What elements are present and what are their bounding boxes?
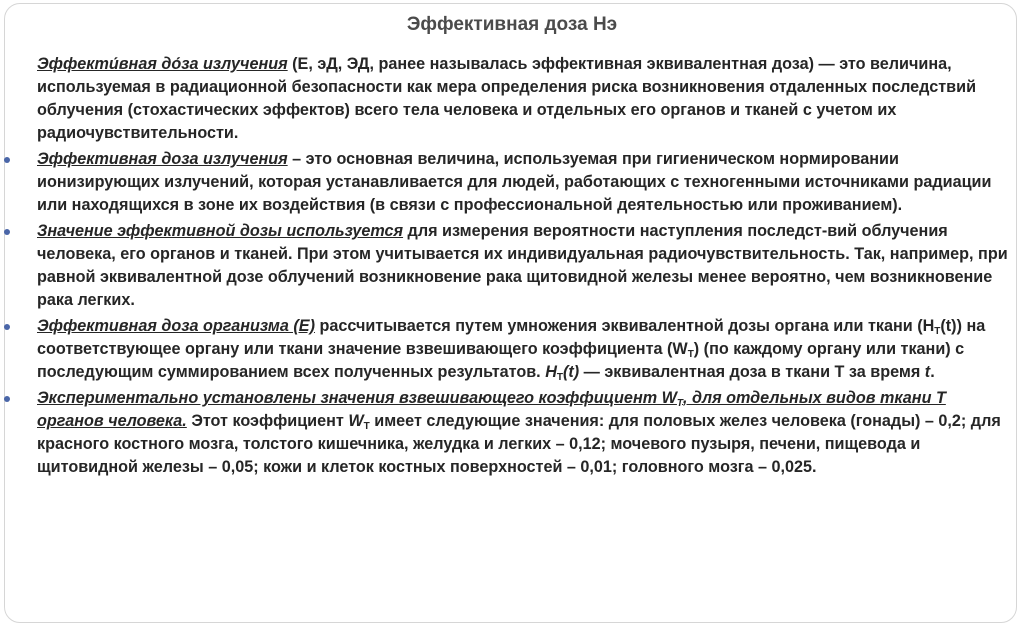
subscript: T bbox=[363, 421, 370, 432]
paragraph-text: рассчитывается путем умножения эквивалентной дозы органа или ткани (H bbox=[319, 317, 935, 335]
paragraph-text: ) (по каждому органу или ткани) с последующим суммированием всех полученных результатов. bbox=[37, 340, 965, 381]
term: Эффективная доза излучения bbox=[37, 150, 288, 168]
subscript: T bbox=[676, 398, 683, 409]
subscript: T bbox=[687, 349, 694, 360]
term: Значение эффективной дозы используется bbox=[37, 222, 404, 240]
formula-symbol bbox=[545, 363, 579, 381]
bullet-item-usage bbox=[37, 220, 1012, 312]
formula-arg: (t) bbox=[563, 363, 580, 381]
paragraph-text: для измерения вероятности наступления последст-вий облучения человека, его органов и тканей. При этом учитывается их индивидуальная радиочувствительность. Так, например, при равной эквивалентной дозе облучений возникновение рака щитовидной железы менее вероятно, чем возникновение рака легких. bbox=[37, 222, 1008, 309]
paragraph-text: — эквивалентная доза в ткани Т за время bbox=[583, 363, 921, 381]
bullet-icon bbox=[4, 229, 10, 235]
bullet-icon bbox=[4, 157, 10, 163]
formula-var: t bbox=[924, 363, 931, 381]
paragraph-text: Этот коэффициент bbox=[191, 412, 344, 430]
paragraph-definition bbox=[37, 53, 1012, 145]
slide-content bbox=[37, 53, 1012, 479]
subscript: T bbox=[934, 326, 941, 337]
term-text: Экспериментально установлены значения взвешивающего коэффициент W bbox=[37, 389, 677, 407]
formula-var: H bbox=[545, 363, 557, 381]
subscript: T bbox=[556, 372, 563, 383]
paragraph-text: (t)) на соответствующее органу или ткани значение взвешивающего коэффициента (W bbox=[37, 317, 986, 358]
slide-title: Эффективная доза Нэ bbox=[406, 14, 618, 35]
formula-var: W bbox=[348, 412, 364, 430]
term: Эффективная доза организма (Е) bbox=[37, 317, 315, 335]
bullet-item-coefficients bbox=[37, 387, 1012, 479]
bullet-item-hygienic bbox=[37, 148, 1012, 217]
paragraph-text: (Е, эД, ЭД, ранее называлась эффективная эквивалентная доза) — это величина, используемая в радиационной безопасности как мера определения риска возникновения отдаленных последствий облучения (стохастических эффектов) всего тела человека и отдельных его органов и тканей с учетом их радиочувствительности. bbox=[37, 55, 977, 142]
paragraph-text: имеет следующие значения: для половых желез человека (гонады) – 0,2; для красного костного мозга, толстого кишечника, желудка и легких – 0,12; мочевого пузыря, печени, пищевода и щитовидной железы – 0,05; кожи и клеток костных поверхностей – 0,01; головного мозга – 0,025. bbox=[37, 412, 1001, 476]
paragraph-text: . bbox=[930, 363, 935, 381]
formula-symbol bbox=[348, 412, 369, 430]
term: Эффекти́вная до́за излучения bbox=[37, 55, 288, 73]
bullet-icon bbox=[4, 396, 10, 402]
bullet-icon bbox=[4, 324, 10, 330]
term-text: , для отдельных видов ткани Т органов человека. bbox=[37, 389, 946, 430]
bullet-item-calculation bbox=[37, 315, 1012, 384]
paragraph-text: – это основная величина, используемая при гигиеническом нормировании ионизирующих излучений, которая устанавливается для людей, работающих с техногенными источниками радиации или находящихся в зоне их воздействия (в связи с профессиональной деятельностью или проживанием). bbox=[37, 150, 992, 214]
